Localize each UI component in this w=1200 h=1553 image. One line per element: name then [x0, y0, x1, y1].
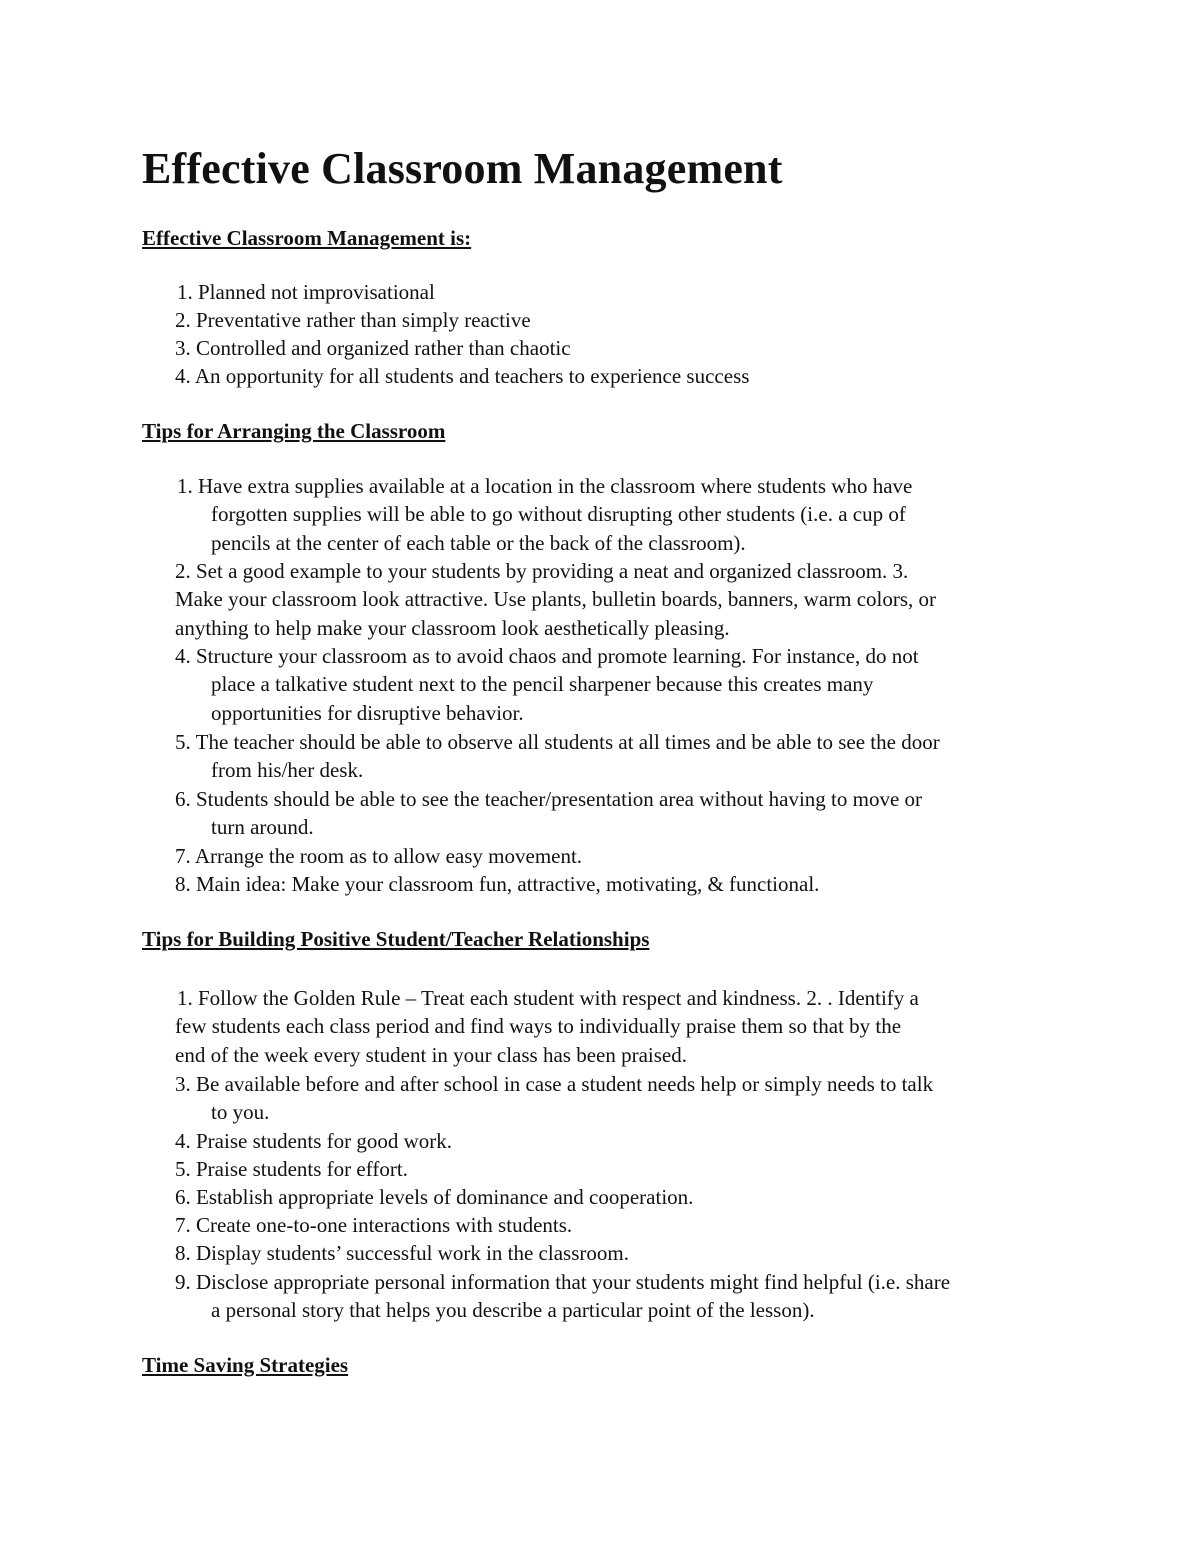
list-item-line: 3. Controlled and organized rather than chaotic [175, 336, 571, 360]
list-item [177, 984, 919, 1069]
list-item [175, 557, 936, 642]
list-item-line: end of the week every student in your class has been praised. [175, 1042, 687, 1067]
list-item-line: opportunities for disruptive behavior. [211, 700, 524, 725]
list-item [175, 870, 819, 898]
list-item [175, 1239, 629, 1267]
list-item-line: anything to help make your classroom look aesthetically pleasing. [175, 615, 730, 640]
list-item-line: to you. [211, 1100, 270, 1125]
list-item-line: place a talkative student next to the pencil sharpener because this creates many [211, 672, 874, 697]
list-item [175, 1211, 572, 1239]
list-item-line: 4. An opportunity for all students and teachers to experience success [175, 364, 750, 388]
page-title: Effective Classroom Management [142, 144, 783, 193]
list-item-line: 4. Structure your classroom as to avoid chaos and promote learning. For instance, do not [175, 644, 919, 668]
list-item-line: 1. Have extra supplies available at a location in the classroom where students who have [177, 474, 913, 498]
list-item [175, 842, 582, 870]
section-heading-relationships: Tips for Building Positive Student/Teacher Relationships [142, 927, 650, 951]
list-item-line: 1. Follow the Golden Rule – Treat each student with respect and kindness. 2. . Identify a [177, 986, 919, 1010]
list-item-line: 2. Preventative rather than simply reactive [175, 308, 531, 332]
list-item-line: Make your classroom look attractive. Use plants, bulletin boards, banners, warm colors, or [175, 587, 937, 612]
section-heading-definition: Effective Classroom Management is: [142, 226, 472, 250]
list-item [177, 278, 435, 306]
list-item-line: 5. The teacher should be able to observe all students at all times and be able to see the door [175, 730, 940, 754]
list-item-line: 5. Praise students for effort. [175, 1157, 408, 1181]
list-item-line: few students each class period and find ways to individually praise them so that by the [175, 1014, 902, 1039]
list-item [175, 362, 749, 390]
list-item [175, 728, 940, 785]
list-item-line: 7. Create one-to-one interactions with students. [175, 1213, 573, 1237]
section-heading-time-saving: Time Saving Strategies [142, 1353, 349, 1377]
list-item-line: 8. Display students’ successful work in the classroom. [175, 1241, 629, 1265]
list-item-line: 2. Set a good example to your students by providing a neat and organized classroom. 3. [175, 559, 909, 583]
list-item [175, 1183, 693, 1211]
list-item [175, 1268, 950, 1325]
list-item-line: forgotten supplies will be able to go without disrupting other students (i.e. a cup of [211, 502, 906, 527]
list-item-line: a personal story that helps you describe a particular point of the lesson). [211, 1298, 815, 1323]
list-item [177, 472, 912, 557]
list-item [175, 1155, 408, 1183]
list-item [175, 642, 919, 727]
list-item [175, 1070, 933, 1127]
section-heading-arranging: Tips for Arranging the Classroom [142, 419, 446, 443]
list-item-line: 6. Students should be able to see the teacher/presentation area without having to move or [175, 787, 923, 811]
list-item-line: 4. Praise students for good work. [175, 1129, 453, 1153]
list-item [175, 334, 571, 362]
list-item [175, 306, 531, 334]
list-item [175, 785, 922, 842]
list-item-line: pencils at the center of each table or the back of the classroom). [211, 530, 746, 555]
list-item-line: 3. Be available before and after school in case a student needs help or simply needs to talk [175, 1072, 934, 1096]
list-item-line: from his/her desk. [211, 758, 364, 783]
list-item-line: 8. Main idea: Make your classroom fun, attractive, motivating, & functional. [175, 872, 820, 896]
list-item-line: 1. Planned not improvisational [177, 280, 435, 304]
list-item-line: 7. Arrange the room as to allow easy movement. [175, 844, 583, 868]
list-item-line: 9. Disclose appropriate personal information that your students might find helpful (i.e. share [175, 1270, 951, 1294]
list-item-line: turn around. [211, 815, 314, 840]
list-item-line: 6. Establish appropriate levels of dominance and cooperation. [175, 1185, 694, 1209]
list-item [175, 1127, 452, 1155]
